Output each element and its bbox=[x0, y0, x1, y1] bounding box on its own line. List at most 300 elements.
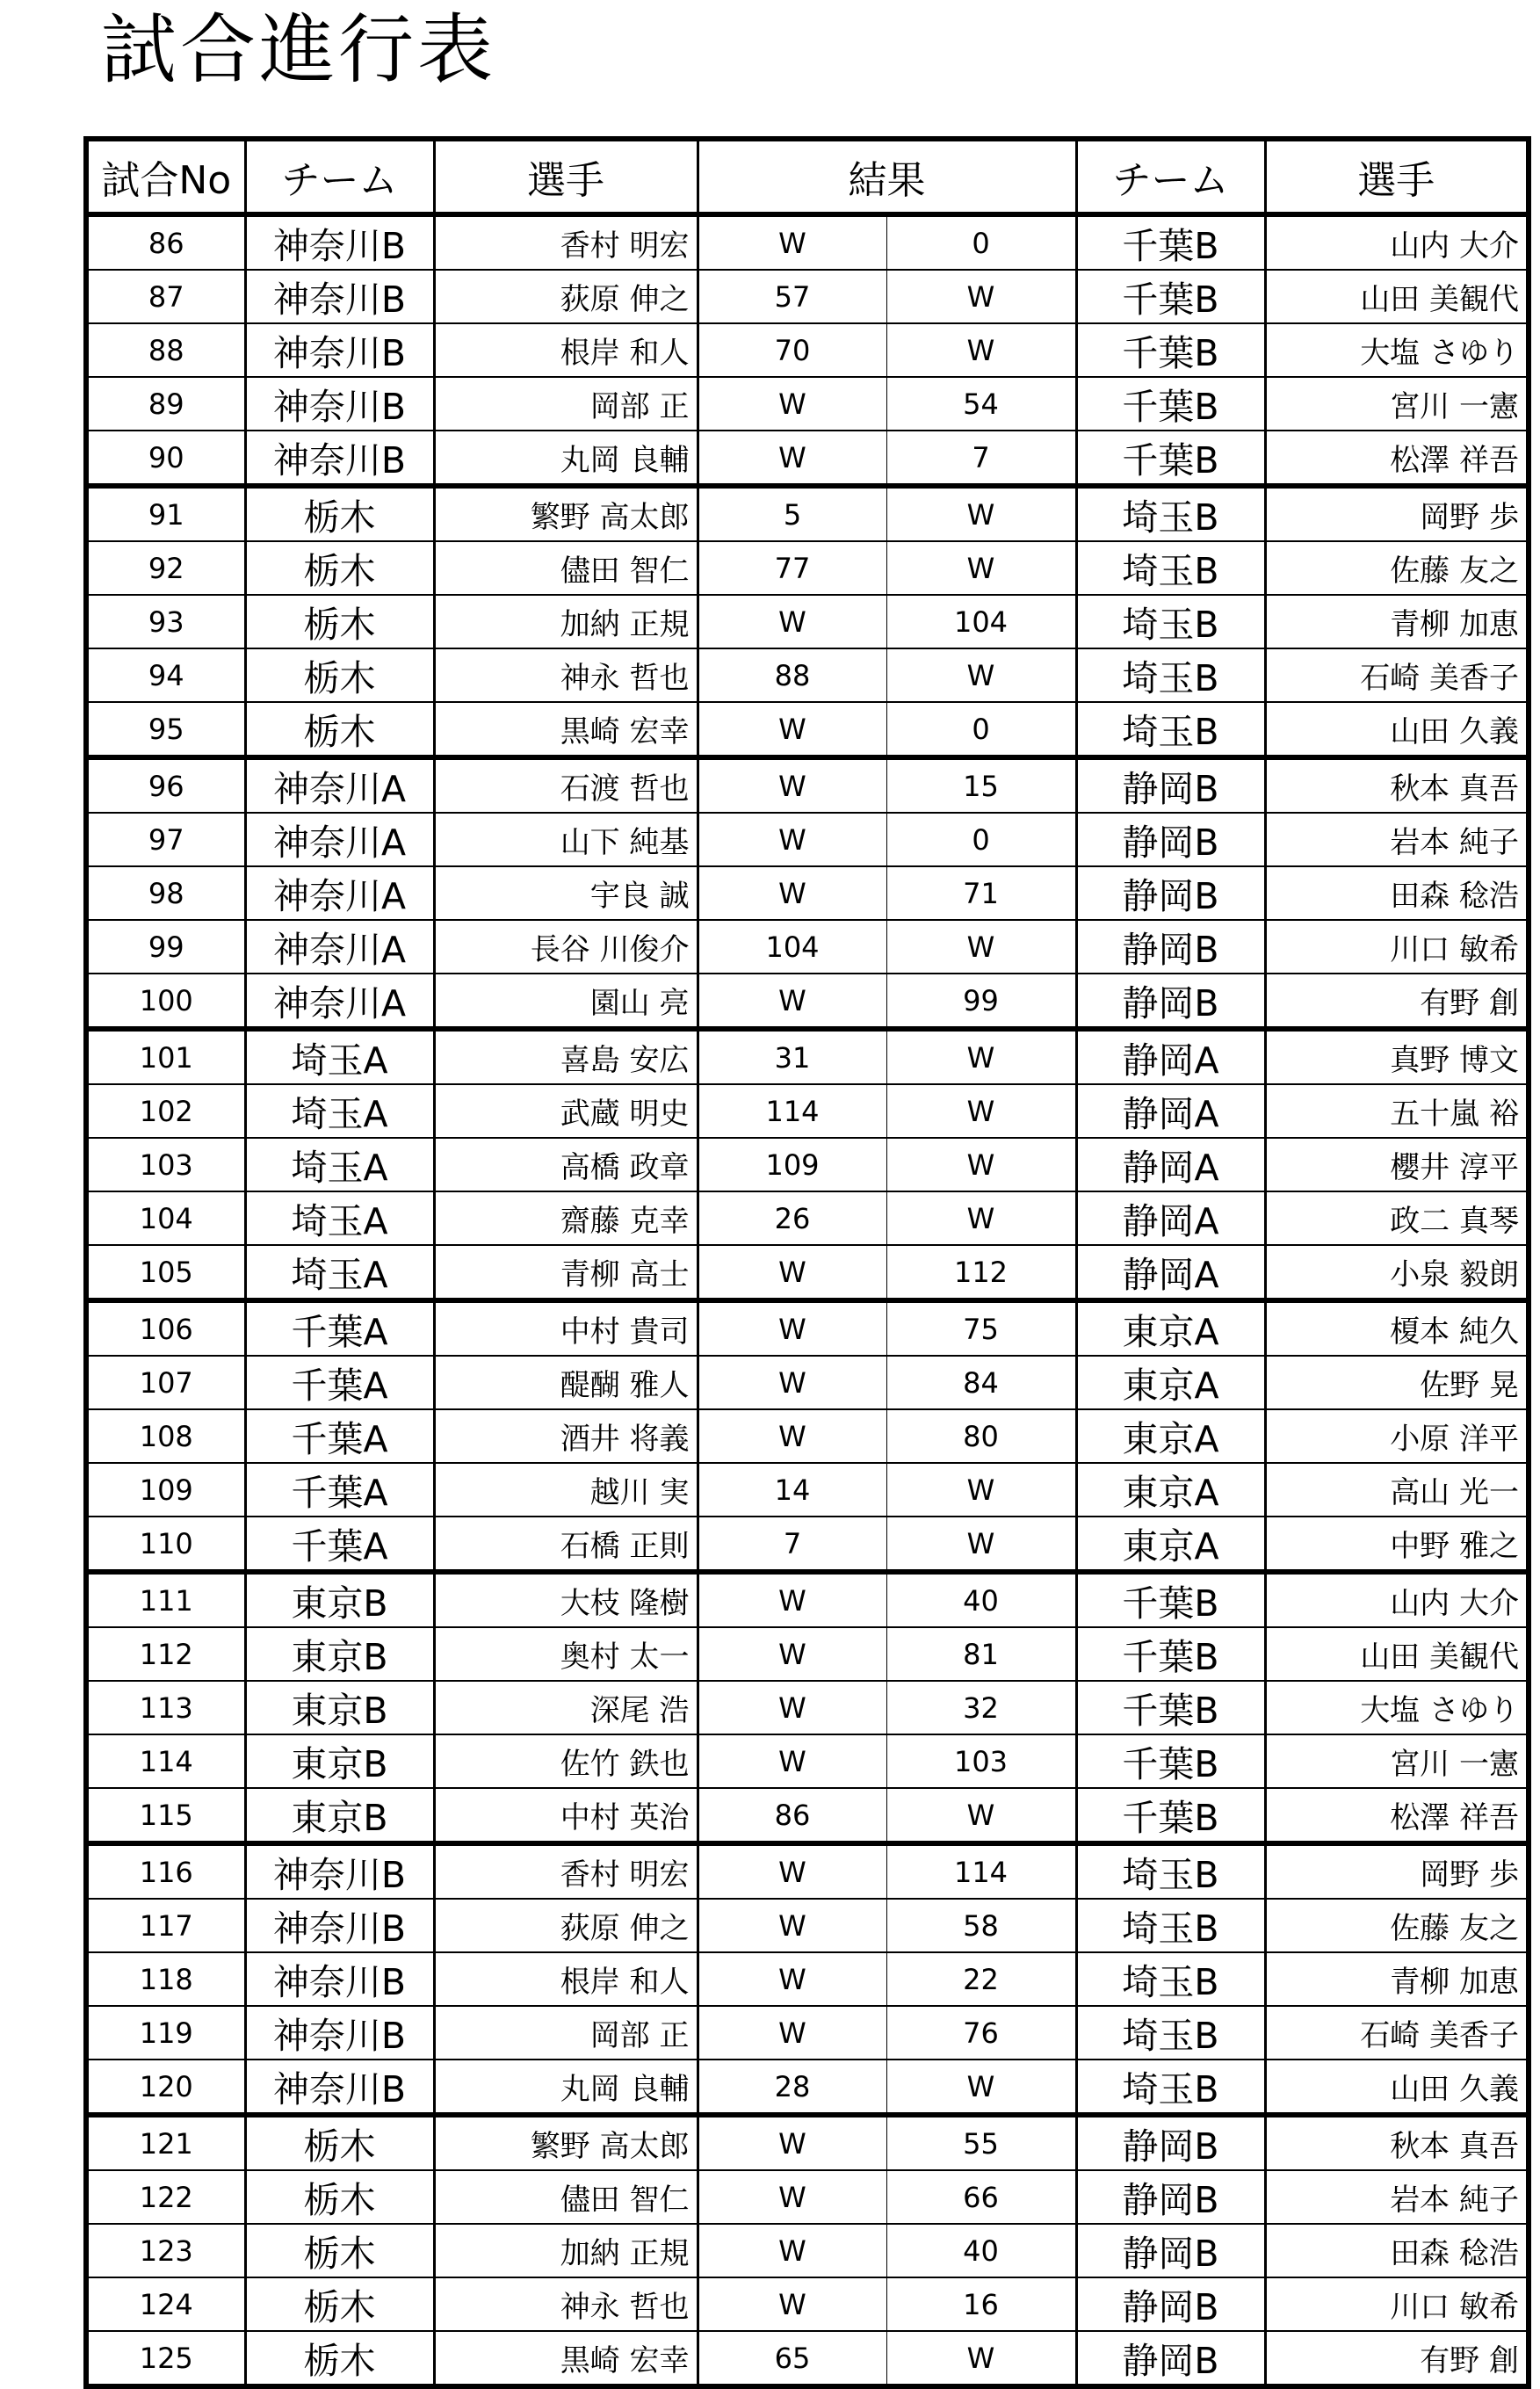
player-b-cell: 真野 博文 bbox=[1265, 1029, 1529, 1084]
table-row bbox=[86, 486, 1529, 541]
team-b-cell: 埼玉B bbox=[1076, 486, 1265, 541]
score-b-cell: 0 bbox=[886, 813, 1076, 866]
team-b-cell: 静岡A bbox=[1076, 1084, 1265, 1138]
score-a-cell: W bbox=[698, 2115, 886, 2170]
table-row bbox=[86, 323, 1529, 377]
table-row bbox=[86, 431, 1529, 486]
player-b-cell: 川口 敏希 bbox=[1265, 920, 1529, 974]
player-b-cell: 秋本 真吾 bbox=[1265, 2115, 1529, 2170]
team-a-cell: 神奈川A bbox=[245, 920, 434, 974]
player-b-cell: 宮川 一憲 bbox=[1265, 377, 1529, 431]
score-b-cell: 80 bbox=[886, 1409, 1076, 1463]
team-a-cell: 東京B bbox=[245, 1572, 434, 1627]
match-no-cell: 100 bbox=[86, 974, 245, 1029]
match-no-cell: 116 bbox=[86, 1843, 245, 1899]
player-a-cell: 中村 英治 bbox=[434, 1788, 698, 1843]
player-b-cell: 山内 大介 bbox=[1265, 1572, 1529, 1627]
team-b-cell: 埼玉B bbox=[1076, 595, 1265, 648]
score-b-cell: 75 bbox=[886, 1300, 1076, 1356]
team-a-cell: 神奈川B bbox=[245, 1899, 434, 1952]
player-a-cell: 高橋 政章 bbox=[434, 1138, 698, 1191]
player-b-cell: 田森 稔浩 bbox=[1265, 866, 1529, 920]
team-a-cell: 神奈川B bbox=[245, 1843, 434, 1899]
team-a-cell: 東京B bbox=[245, 1734, 434, 1788]
match-no-cell: 92 bbox=[86, 541, 245, 595]
score-b-cell: 0 bbox=[886, 702, 1076, 757]
player-a-cell: 石渡 哲也 bbox=[434, 757, 698, 813]
table-row bbox=[86, 270, 1529, 323]
team-b-cell: 静岡B bbox=[1076, 2331, 1265, 2386]
team-b-cell: 静岡B bbox=[1076, 866, 1265, 920]
player-a-cell: 黒崎 宏幸 bbox=[434, 2331, 698, 2386]
table-row bbox=[86, 920, 1529, 974]
team-a-cell: 神奈川A bbox=[245, 866, 434, 920]
player-b-cell: 宮川 一憲 bbox=[1265, 1734, 1529, 1788]
table-row bbox=[86, 1899, 1529, 1952]
score-a-cell: W bbox=[698, 2006, 886, 2060]
team-b-cell: 千葉B bbox=[1076, 1681, 1265, 1734]
score-b-cell: 40 bbox=[886, 1572, 1076, 1627]
match-no-cell: 119 bbox=[86, 2006, 245, 2060]
match-no-cell: 102 bbox=[86, 1084, 245, 1138]
score-a-cell: 57 bbox=[698, 270, 886, 323]
player-b-cell: 有野 創 bbox=[1265, 2331, 1529, 2386]
table-row bbox=[86, 1572, 1529, 1627]
table-row bbox=[86, 1409, 1529, 1463]
player-a-cell: 深尾 浩 bbox=[434, 1681, 698, 1734]
player-b-cell: 有野 創 bbox=[1265, 974, 1529, 1029]
match-no-cell: 87 bbox=[86, 270, 245, 323]
score-a-cell: 77 bbox=[698, 541, 886, 595]
score-a-cell: 104 bbox=[698, 920, 886, 974]
table-row bbox=[86, 1029, 1529, 1084]
score-b-cell: 114 bbox=[886, 1843, 1076, 1899]
team-b-cell: 埼玉B bbox=[1076, 541, 1265, 595]
match-no-cell: 86 bbox=[86, 214, 245, 270]
team-a-cell: 埼玉A bbox=[245, 1029, 434, 1084]
player-b-cell: 山田 久義 bbox=[1265, 702, 1529, 757]
team-b-cell: 千葉B bbox=[1076, 1572, 1265, 1627]
score-a-cell: 70 bbox=[698, 323, 886, 377]
team-a-cell: 栃木 bbox=[245, 2224, 434, 2277]
table-row bbox=[86, 1245, 1529, 1300]
player-a-cell: 石橋 正則 bbox=[434, 1517, 698, 1572]
table-row bbox=[86, 1300, 1529, 1356]
score-a-cell: 88 bbox=[698, 648, 886, 702]
player-a-cell: 越川 実 bbox=[434, 1463, 698, 1517]
player-b-cell: 秋本 真吾 bbox=[1265, 757, 1529, 813]
team-a-cell: 埼玉A bbox=[245, 1245, 434, 1300]
player-a-cell: 長谷 川俊介 bbox=[434, 920, 698, 974]
score-b-cell: W bbox=[886, 2060, 1076, 2115]
match-no-cell: 93 bbox=[86, 595, 245, 648]
team-a-cell: 千葉A bbox=[245, 1409, 434, 1463]
player-a-cell: 根岸 和人 bbox=[434, 1952, 698, 2006]
match-no-cell: 114 bbox=[86, 1734, 245, 1788]
header-team-a: チーム bbox=[245, 139, 434, 214]
player-b-cell: 石崎 美香子 bbox=[1265, 648, 1529, 702]
table-row bbox=[86, 2060, 1529, 2115]
score-b-cell: 22 bbox=[886, 1952, 1076, 2006]
team-a-cell: 神奈川B bbox=[245, 1952, 434, 2006]
score-b-cell: W bbox=[886, 1029, 1076, 1084]
team-a-cell: 神奈川B bbox=[245, 431, 434, 486]
match-no-cell: 98 bbox=[86, 866, 245, 920]
player-b-cell: 榎本 純久 bbox=[1265, 1300, 1529, 1356]
team-b-cell: 埼玉B bbox=[1076, 648, 1265, 702]
team-b-cell: 静岡B bbox=[1076, 974, 1265, 1029]
score-b-cell: 76 bbox=[886, 2006, 1076, 2060]
match-no-cell: 90 bbox=[86, 431, 245, 486]
score-a-cell: W bbox=[698, 2170, 886, 2224]
score-b-cell: 104 bbox=[886, 595, 1076, 648]
match-no-cell: 106 bbox=[86, 1300, 245, 1356]
player-b-cell: 五十嵐 裕 bbox=[1265, 1084, 1529, 1138]
table-row bbox=[86, 214, 1529, 270]
score-a-cell: W bbox=[698, 974, 886, 1029]
match-no-cell: 118 bbox=[86, 1952, 245, 2006]
team-a-cell: 千葉A bbox=[245, 1356, 434, 1409]
player-a-cell: 岡部 正 bbox=[434, 2006, 698, 2060]
score-b-cell: 55 bbox=[886, 2115, 1076, 2170]
score-b-cell: W bbox=[886, 1788, 1076, 1843]
player-b-cell: 小原 洋平 bbox=[1265, 1409, 1529, 1463]
score-a-cell: 86 bbox=[698, 1788, 886, 1843]
score-b-cell: 66 bbox=[886, 2170, 1076, 2224]
match-no-cell: 124 bbox=[86, 2277, 245, 2331]
table-row bbox=[86, 1191, 1529, 1245]
team-a-cell: 千葉A bbox=[245, 1517, 434, 1572]
match-no-cell: 111 bbox=[86, 1572, 245, 1627]
score-b-cell: 99 bbox=[886, 974, 1076, 1029]
player-a-cell: 醍醐 雅人 bbox=[434, 1356, 698, 1409]
team-a-cell: 栃木 bbox=[245, 595, 434, 648]
table-row bbox=[86, 1734, 1529, 1788]
player-a-cell: 岡部 正 bbox=[434, 377, 698, 431]
player-b-cell: 青柳 加恵 bbox=[1265, 1952, 1529, 2006]
header-player-b: 選手 bbox=[1265, 139, 1529, 214]
team-a-cell: 栃木 bbox=[245, 2115, 434, 2170]
score-b-cell: 54 bbox=[886, 377, 1076, 431]
score-a-cell: 5 bbox=[698, 486, 886, 541]
player-b-cell: 佐藤 友之 bbox=[1265, 1899, 1529, 1952]
player-a-cell: 香村 明宏 bbox=[434, 1843, 698, 1899]
team-a-cell: 栃木 bbox=[245, 486, 434, 541]
team-b-cell: 静岡B bbox=[1076, 2170, 1265, 2224]
team-a-cell: 東京B bbox=[245, 1627, 434, 1681]
table-row bbox=[86, 377, 1529, 431]
team-a-cell: 栃木 bbox=[245, 2331, 434, 2386]
player-a-cell: 宇良 誠 bbox=[434, 866, 698, 920]
score-a-cell: 14 bbox=[698, 1463, 886, 1517]
player-a-cell: 儘田 智仁 bbox=[434, 541, 698, 595]
score-b-cell: 81 bbox=[886, 1627, 1076, 1681]
player-a-cell: 神永 哲也 bbox=[434, 2277, 698, 2331]
score-b-cell: 112 bbox=[886, 1245, 1076, 1300]
table-row bbox=[86, 1952, 1529, 2006]
score-a-cell: W bbox=[698, 866, 886, 920]
team-b-cell: 千葉B bbox=[1076, 1788, 1265, 1843]
score-b-cell: W bbox=[886, 920, 1076, 974]
score-a-cell: W bbox=[698, 595, 886, 648]
team-a-cell: 神奈川B bbox=[245, 2060, 434, 2115]
team-b-cell: 千葉B bbox=[1076, 431, 1265, 486]
match-no-cell: 105 bbox=[86, 1245, 245, 1300]
match-no-cell: 94 bbox=[86, 648, 245, 702]
team-a-cell: 埼玉A bbox=[245, 1191, 434, 1245]
player-b-cell: 山内 大介 bbox=[1265, 214, 1529, 270]
score-a-cell: W bbox=[698, 214, 886, 270]
team-b-cell: 埼玉B bbox=[1076, 1899, 1265, 1952]
player-a-cell: 繁野 高太郎 bbox=[434, 2115, 698, 2170]
player-b-cell: 田森 稔浩 bbox=[1265, 2224, 1529, 2277]
player-a-cell: 園山 亮 bbox=[434, 974, 698, 1029]
team-b-cell: 埼玉B bbox=[1076, 1952, 1265, 2006]
player-b-cell: 岡野 歩 bbox=[1265, 486, 1529, 541]
team-a-cell: 神奈川B bbox=[245, 270, 434, 323]
match-no-cell: 99 bbox=[86, 920, 245, 974]
score-b-cell: 84 bbox=[886, 1356, 1076, 1409]
match-no-cell: 113 bbox=[86, 1681, 245, 1734]
match-no-cell: 91 bbox=[86, 486, 245, 541]
score-b-cell: 32 bbox=[886, 1681, 1076, 1734]
player-a-cell: 儘田 智仁 bbox=[434, 2170, 698, 2224]
player-a-cell: 武蔵 明史 bbox=[434, 1084, 698, 1138]
player-b-cell: 岩本 純子 bbox=[1265, 2170, 1529, 2224]
score-a-cell: W bbox=[698, 1681, 886, 1734]
player-b-cell: 山田 美観代 bbox=[1265, 1627, 1529, 1681]
table-row bbox=[86, 702, 1529, 757]
player-a-cell: 香村 明宏 bbox=[434, 214, 698, 270]
table-row bbox=[86, 1138, 1529, 1191]
player-a-cell: 丸岡 良輔 bbox=[434, 2060, 698, 2115]
match-no-cell: 123 bbox=[86, 2224, 245, 2277]
match-no-cell: 125 bbox=[86, 2331, 245, 2386]
table-row bbox=[86, 541, 1529, 595]
team-b-cell: 静岡B bbox=[1076, 2224, 1265, 2277]
score-a-cell: W bbox=[698, 1356, 886, 1409]
team-a-cell: 埼玉A bbox=[245, 1138, 434, 1191]
team-b-cell: 東京A bbox=[1076, 1409, 1265, 1463]
match-no-cell: 108 bbox=[86, 1409, 245, 1463]
score-a-cell: W bbox=[698, 1245, 886, 1300]
score-a-cell: W bbox=[698, 702, 886, 757]
score-a-cell: W bbox=[698, 1734, 886, 1788]
team-a-cell: 神奈川B bbox=[245, 2006, 434, 2060]
table-row bbox=[86, 1356, 1529, 1409]
match-no-cell: 95 bbox=[86, 702, 245, 757]
player-b-cell: 川口 敏希 bbox=[1265, 2277, 1529, 2331]
match-no-cell: 101 bbox=[86, 1029, 245, 1084]
score-a-cell: 31 bbox=[698, 1029, 886, 1084]
score-a-cell: W bbox=[698, 377, 886, 431]
player-a-cell: 神永 哲也 bbox=[434, 648, 698, 702]
match-no-cell: 104 bbox=[86, 1191, 245, 1245]
table-row bbox=[86, 2170, 1529, 2224]
table-row bbox=[86, 757, 1529, 813]
player-b-cell: 山田 久義 bbox=[1265, 2060, 1529, 2115]
score-b-cell: W bbox=[886, 541, 1076, 595]
team-b-cell: 埼玉B bbox=[1076, 2006, 1265, 2060]
team-a-cell: 栃木 bbox=[245, 2277, 434, 2331]
header-result: 結果 bbox=[698, 139, 1076, 214]
player-a-cell: 喜島 安広 bbox=[434, 1029, 698, 1084]
team-a-cell: 栃木 bbox=[245, 702, 434, 757]
header-player-a: 選手 bbox=[434, 139, 698, 214]
player-a-cell: 酒井 将義 bbox=[434, 1409, 698, 1463]
player-b-cell: 中野 雅之 bbox=[1265, 1517, 1529, 1572]
match-no-cell: 103 bbox=[86, 1138, 245, 1191]
player-b-cell: 青柳 加恵 bbox=[1265, 595, 1529, 648]
table-row bbox=[86, 2331, 1529, 2386]
team-b-cell: 千葉B bbox=[1076, 214, 1265, 270]
score-a-cell: 114 bbox=[698, 1084, 886, 1138]
player-a-cell: 荻原 伸之 bbox=[434, 270, 698, 323]
match-no-cell: 117 bbox=[86, 1899, 245, 1952]
score-b-cell: W bbox=[886, 270, 1076, 323]
table-row bbox=[86, 866, 1529, 920]
team-a-cell: 神奈川A bbox=[245, 974, 434, 1029]
player-a-cell: 大枝 隆樹 bbox=[434, 1572, 698, 1627]
score-b-cell: 0 bbox=[886, 214, 1076, 270]
score-a-cell: W bbox=[698, 2277, 886, 2331]
team-a-cell: 栃木 bbox=[245, 648, 434, 702]
player-b-cell: 小泉 毅朗 bbox=[1265, 1245, 1529, 1300]
table-row bbox=[86, 1627, 1529, 1681]
player-a-cell: 丸岡 良輔 bbox=[434, 431, 698, 486]
team-b-cell: 静岡B bbox=[1076, 2277, 1265, 2331]
score-a-cell: 7 bbox=[698, 1517, 886, 1572]
score-a-cell: W bbox=[698, 757, 886, 813]
header-row bbox=[86, 139, 1529, 214]
score-a-cell: W bbox=[698, 431, 886, 486]
score-b-cell: W bbox=[886, 1191, 1076, 1245]
player-b-cell: 岡野 歩 bbox=[1265, 1843, 1529, 1899]
score-b-cell: 40 bbox=[886, 2224, 1076, 2277]
player-b-cell: 政二 真琴 bbox=[1265, 1191, 1529, 1245]
score-b-cell: 71 bbox=[886, 866, 1076, 920]
player-b-cell: 石崎 美香子 bbox=[1265, 2006, 1529, 2060]
team-a-cell: 東京B bbox=[245, 1788, 434, 1843]
table-row bbox=[86, 1681, 1529, 1734]
player-b-cell: 櫻井 淳平 bbox=[1265, 1138, 1529, 1191]
score-a-cell: W bbox=[698, 813, 886, 866]
match-no-cell: 115 bbox=[86, 1788, 245, 1843]
team-b-cell: 静岡B bbox=[1076, 813, 1265, 866]
match-no-cell: 107 bbox=[86, 1356, 245, 1409]
score-b-cell: W bbox=[886, 648, 1076, 702]
team-b-cell: 東京A bbox=[1076, 1300, 1265, 1356]
player-a-cell: 齋藤 克幸 bbox=[434, 1191, 698, 1245]
player-b-cell: 佐藤 友之 bbox=[1265, 541, 1529, 595]
score-a-cell: 26 bbox=[698, 1191, 886, 1245]
score-b-cell: 7 bbox=[886, 431, 1076, 486]
match-no-cell: 110 bbox=[86, 1517, 245, 1572]
team-b-cell: 埼玉B bbox=[1076, 1843, 1265, 1899]
player-a-cell: 奥村 太一 bbox=[434, 1627, 698, 1681]
player-a-cell: 根岸 和人 bbox=[434, 323, 698, 377]
score-a-cell: W bbox=[698, 1572, 886, 1627]
player-b-cell: 松澤 祥吾 bbox=[1265, 1788, 1529, 1843]
score-b-cell: 58 bbox=[886, 1899, 1076, 1952]
score-a-cell: W bbox=[698, 1627, 886, 1681]
score-b-cell: 16 bbox=[886, 2277, 1076, 2331]
team-b-cell: 静岡B bbox=[1076, 757, 1265, 813]
player-a-cell: 佐竹 鉄也 bbox=[434, 1734, 698, 1788]
score-b-cell: 15 bbox=[886, 757, 1076, 813]
score-a-cell: W bbox=[698, 1409, 886, 1463]
player-b-cell: 大塩 さゆり bbox=[1265, 1681, 1529, 1734]
page-title: 試合進行表 bbox=[101, 6, 496, 94]
score-a-cell: 28 bbox=[698, 2060, 886, 2115]
team-b-cell: 千葉B bbox=[1076, 1627, 1265, 1681]
table-row bbox=[86, 595, 1529, 648]
table-row bbox=[86, 2115, 1529, 2170]
table-row bbox=[86, 2006, 1529, 2060]
score-a-cell: W bbox=[698, 1300, 886, 1356]
team-b-cell: 千葉B bbox=[1076, 377, 1265, 431]
team-a-cell: 神奈川B bbox=[245, 377, 434, 431]
table-row bbox=[86, 648, 1529, 702]
team-b-cell: 静岡A bbox=[1076, 1191, 1265, 1245]
team-a-cell: 神奈川B bbox=[245, 323, 434, 377]
team-a-cell: 埼玉A bbox=[245, 1084, 434, 1138]
team-b-cell: 静岡B bbox=[1076, 2115, 1265, 2170]
player-a-cell: 中村 貴司 bbox=[434, 1300, 698, 1356]
match-no-cell: 112 bbox=[86, 1627, 245, 1681]
table-row bbox=[86, 2224, 1529, 2277]
score-a-cell: 65 bbox=[698, 2331, 886, 2386]
match-no-cell: 89 bbox=[86, 377, 245, 431]
match-no-cell: 120 bbox=[86, 2060, 245, 2115]
player-b-cell: 大塩 さゆり bbox=[1265, 323, 1529, 377]
score-b-cell: W bbox=[886, 2331, 1076, 2386]
score-b-cell: 103 bbox=[886, 1734, 1076, 1788]
match-no-cell: 122 bbox=[86, 2170, 245, 2224]
score-a-cell: W bbox=[698, 1843, 886, 1899]
header-team-b: チーム bbox=[1076, 139, 1265, 214]
team-b-cell: 千葉B bbox=[1076, 323, 1265, 377]
score-b-cell: W bbox=[886, 486, 1076, 541]
table-row bbox=[86, 813, 1529, 866]
player-a-cell: 青柳 高士 bbox=[434, 1245, 698, 1300]
score-b-cell: W bbox=[886, 1138, 1076, 1191]
team-a-cell: 神奈川A bbox=[245, 813, 434, 866]
table-row bbox=[86, 1843, 1529, 1899]
team-b-cell: 埼玉B bbox=[1076, 702, 1265, 757]
team-b-cell: 東京A bbox=[1076, 1356, 1265, 1409]
player-a-cell: 繁野 高太郎 bbox=[434, 486, 698, 541]
team-b-cell: 静岡A bbox=[1076, 1138, 1265, 1191]
match-rows bbox=[86, 214, 1529, 2386]
team-a-cell: 神奈川A bbox=[245, 757, 434, 813]
player-a-cell: 加納 正規 bbox=[434, 595, 698, 648]
match-table bbox=[83, 136, 1531, 2389]
score-b-cell: W bbox=[886, 1517, 1076, 1572]
table-row bbox=[86, 1084, 1529, 1138]
player-b-cell: 山田 美観代 bbox=[1265, 270, 1529, 323]
team-b-cell: 東京A bbox=[1076, 1463, 1265, 1517]
match-no-cell: 96 bbox=[86, 757, 245, 813]
team-b-cell: 東京A bbox=[1076, 1517, 1265, 1572]
team-b-cell: 千葉B bbox=[1076, 270, 1265, 323]
team-a-cell: 神奈川B bbox=[245, 214, 434, 270]
match-no-cell: 121 bbox=[86, 2115, 245, 2170]
score-b-cell: W bbox=[886, 1084, 1076, 1138]
score-b-cell: W bbox=[886, 1463, 1076, 1517]
player-a-cell: 加納 正規 bbox=[434, 2224, 698, 2277]
team-a-cell: 千葉A bbox=[245, 1300, 434, 1356]
